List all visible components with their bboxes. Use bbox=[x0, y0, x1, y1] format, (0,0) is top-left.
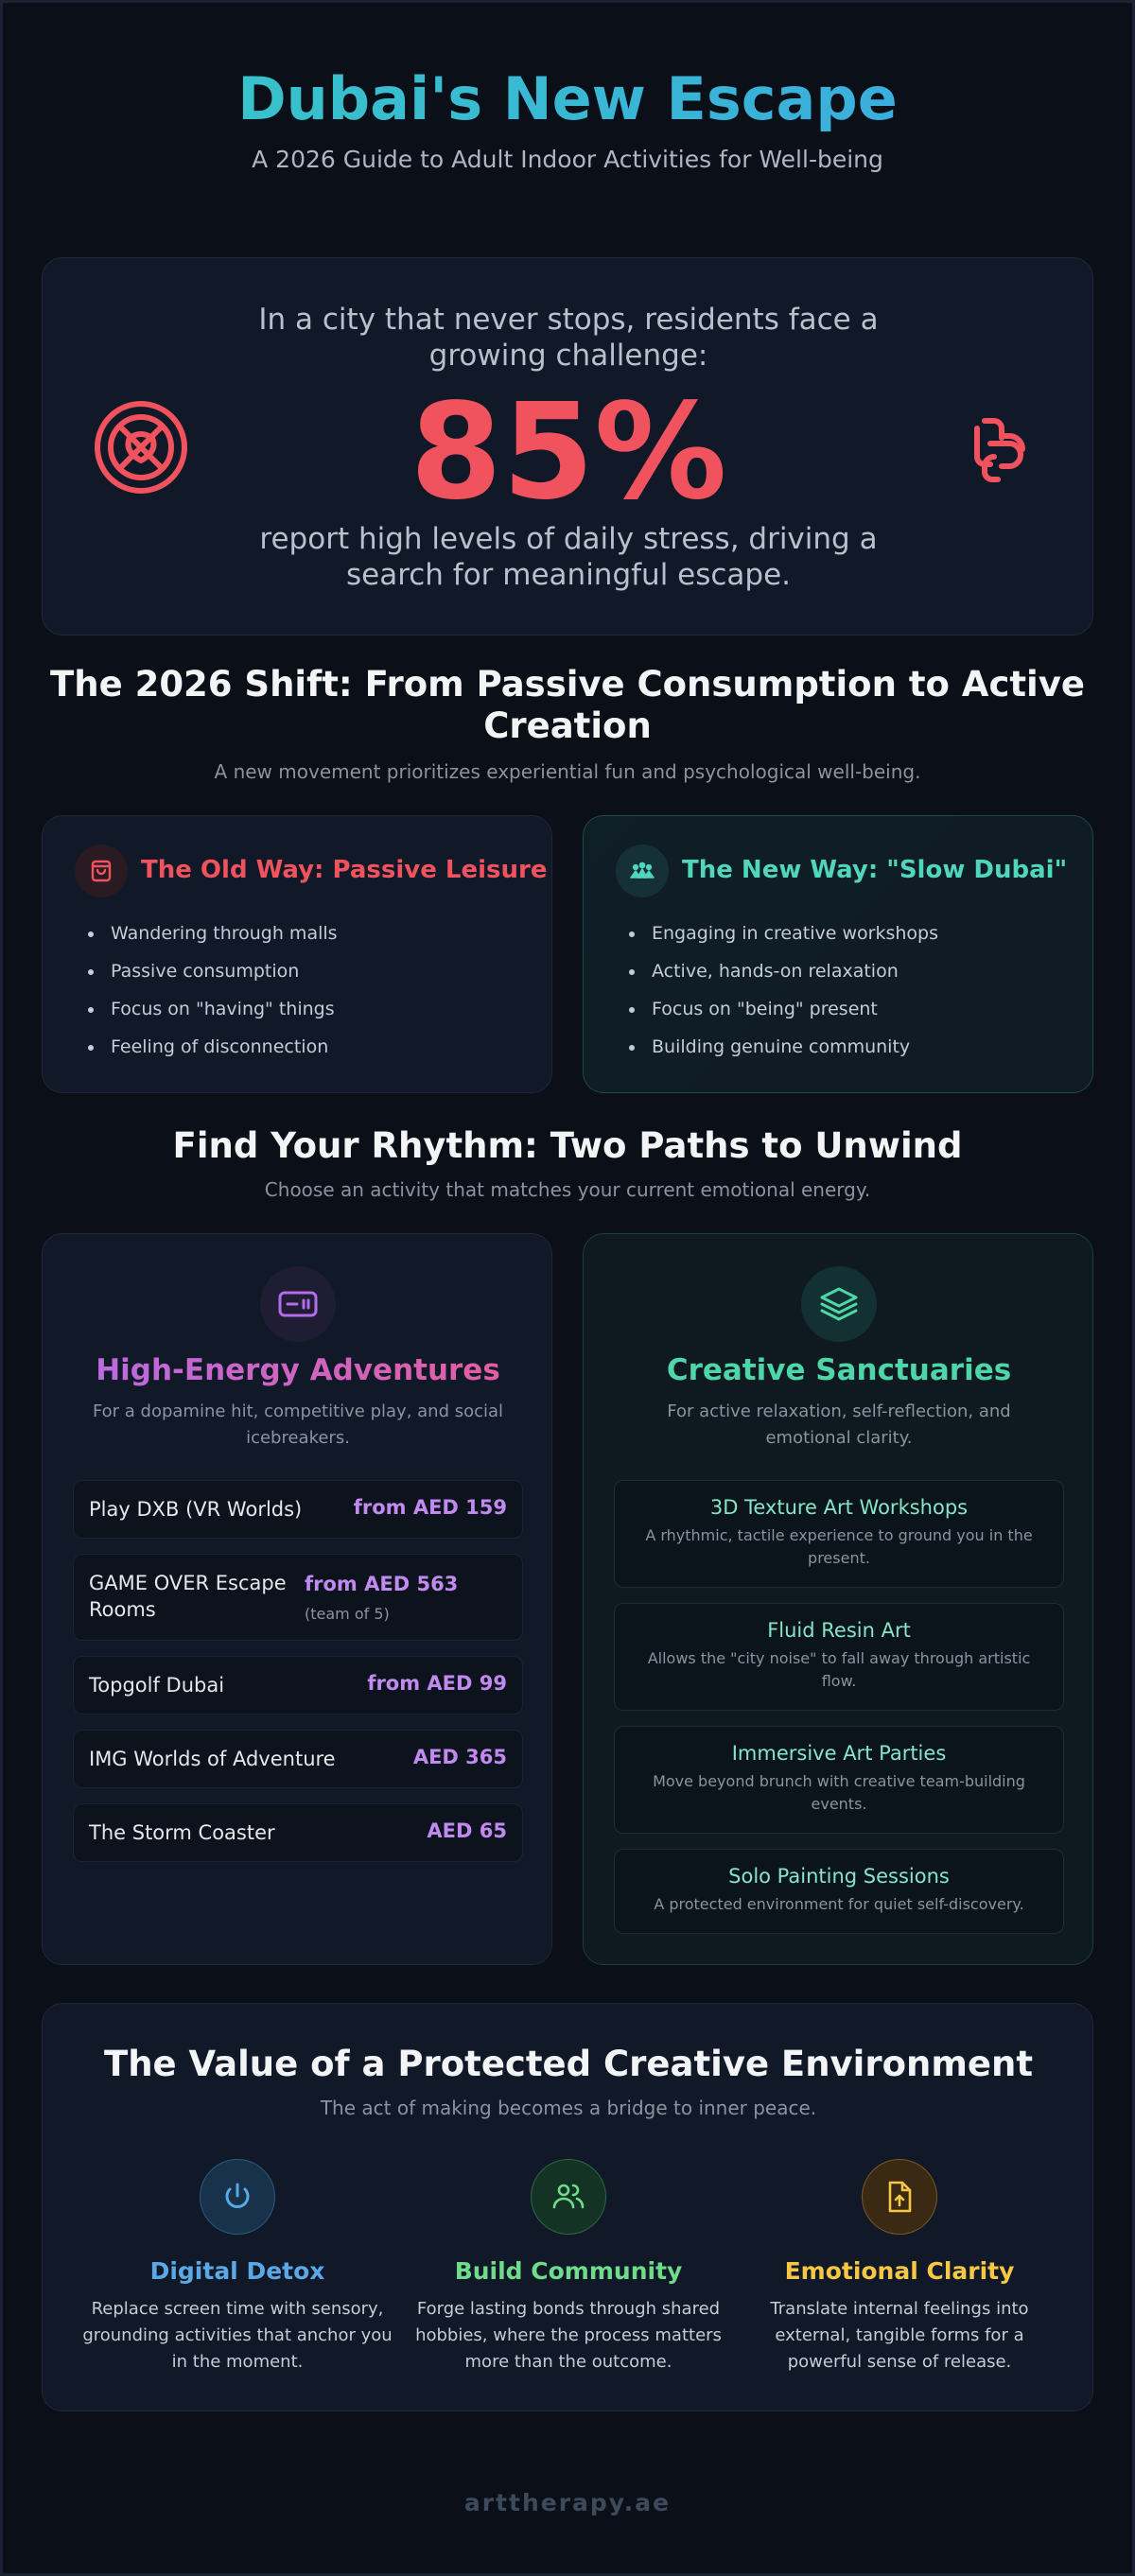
sanctuary-item bbox=[614, 1849, 1064, 1934]
high-energy-icon-badge bbox=[260, 1266, 336, 1342]
list-item: Wandering through malls bbox=[88, 920, 338, 958]
activity-price bbox=[367, 1672, 507, 1695]
sanctuary-name: Solo Painting Sessions bbox=[728, 1865, 950, 1888]
new-way-list bbox=[629, 920, 938, 1071]
high-energy-card bbox=[42, 1233, 552, 1965]
file-upload-icon bbox=[883, 2179, 916, 2215]
value-heading: Build Community bbox=[454, 2257, 683, 2285]
value-icon-badge bbox=[531, 2159, 606, 2235]
old-way-heading: The Old Way: Passive Leisure bbox=[141, 856, 548, 884]
activity-price bbox=[305, 1570, 507, 1628]
activity-price-value: from AED 563 bbox=[305, 1573, 459, 1595]
activity-name: GAME OVER Escape Rooms bbox=[89, 1572, 287, 1621]
value-section-subtitle: The act of making becomes a bridge to inner peace. bbox=[320, 2097, 817, 2119]
sanctuary-item bbox=[614, 1480, 1064, 1588]
activity-name: Topgolf Dubai bbox=[89, 1674, 225, 1697]
people-group-icon bbox=[628, 857, 656, 885]
list-item: Feeling of disconnection bbox=[88, 1034, 338, 1071]
value-description: Translate internal feelings into external, tangible forms for a powerful sense of release. bbox=[770, 2299, 1029, 2372]
list-item: Focus on "being" present bbox=[629, 996, 938, 1034]
activity-price bbox=[427, 1819, 507, 1842]
stress-stat-card bbox=[42, 257, 1093, 635]
sanctuary-description: A rhythmic, tactile experience to ground you in the present. bbox=[645, 1526, 1033, 1567]
creative-icon-badge bbox=[801, 1266, 877, 1342]
old-way-list bbox=[88, 920, 338, 1071]
list-item: Passive consumption bbox=[88, 958, 338, 996]
activity-price-value: AED 65 bbox=[427, 1819, 507, 1842]
shopping-bag-icon bbox=[88, 858, 114, 884]
high-energy-description: For a dopamine hit, competitive play, and social icebreakers. bbox=[92, 1401, 504, 1448]
new-way-heading: The New Way: "Slow Dubai" bbox=[682, 856, 1068, 884]
sanctuary-description: Allows the "city noise" to fall away through artistic flow. bbox=[647, 1649, 1031, 1690]
list-item: Engaging in creative workshops bbox=[629, 920, 938, 958]
shift-section-subtitle: A new movement prioritizes experiential fun and psychological well-being. bbox=[214, 760, 921, 783]
footer-brand[interactable]: arttherapy.ae bbox=[463, 2489, 672, 2516]
sanctuary-item bbox=[614, 1603, 1064, 1711]
creative-description: For active relaxation, self-reflection, and emotional clarity. bbox=[667, 1401, 1011, 1448]
activity-price bbox=[354, 1496, 507, 1519]
value-description: Forge lasting bonds through shared hobbies, where the process matters more than the outcome. bbox=[415, 2299, 722, 2372]
value-description: Replace screen time with sensory, grounding activities that anchor you in the moment. bbox=[82, 2299, 393, 2372]
activity-row bbox=[73, 1480, 523, 1539]
list-item: Active, hands-on relaxation bbox=[629, 958, 938, 996]
activity-row bbox=[73, 1656, 523, 1714]
value-item-digital-detox bbox=[77, 2159, 398, 2376]
value-icon-badge bbox=[862, 2159, 937, 2235]
shift-section-title: The 2026 Shift: From Passive Consumption to Active Creation bbox=[50, 664, 1085, 746]
users-icon bbox=[550, 2179, 586, 2215]
stat-outro-text: report high levels of daily stress, driving a search for meaningful escape. bbox=[259, 522, 878, 592]
power-icon bbox=[220, 2180, 254, 2214]
activity-price-value: AED 365 bbox=[412, 1746, 507, 1768]
activity-name: Play DXB (VR Worlds) bbox=[89, 1498, 303, 1521]
activity-row bbox=[73, 1730, 523, 1788]
sanctuary-name: Immersive Art Parties bbox=[731, 1742, 947, 1765]
high-energy-heading: High-Energy Adventures bbox=[43, 1353, 553, 1387]
link-chain-icon bbox=[952, 409, 1032, 489]
sanctuary-name: Fluid Resin Art bbox=[767, 1619, 911, 1642]
page-header bbox=[0, 62, 1135, 173]
activity-price-value: from AED 159 bbox=[353, 1496, 507, 1519]
value-heading: Digital Detox bbox=[149, 2257, 325, 2285]
stat-intro-text: In a city that never stops, residents face a growing challenge: bbox=[258, 303, 879, 373]
new-way-icon-badge bbox=[616, 844, 669, 897]
sanctuary-description: Move beyond brunch with creative team-building events. bbox=[653, 1772, 1025, 1813]
paths-section-subtitle: Choose an activity that matches your current emotional energy. bbox=[264, 1178, 871, 1201]
list-item: Building genuine community bbox=[629, 1034, 938, 1071]
paths-section-title: Find Your Rhythm: Two Paths to Unwind bbox=[172, 1125, 963, 1166]
value-heading: Emotional Clarity bbox=[784, 2257, 1015, 2285]
layers-icon bbox=[818, 1283, 860, 1325]
sanctuary-name: 3D Texture Art Workshops bbox=[709, 1496, 969, 1519]
activity-price-note: (team of 5) bbox=[305, 1605, 390, 1623]
new-way-card bbox=[583, 815, 1093, 1093]
old-way-card bbox=[42, 815, 552, 1093]
creative-sanctuaries-card bbox=[583, 1233, 1093, 1965]
value-card bbox=[42, 2003, 1093, 2411]
list-item: Focus on "having" things bbox=[88, 996, 338, 1034]
stat-value: 85% bbox=[410, 375, 727, 530]
sanctuary-item bbox=[614, 1726, 1064, 1834]
activity-price-value: from AED 99 bbox=[367, 1672, 507, 1695]
activity-row bbox=[73, 1554, 523, 1641]
value-item-emotional-clarity bbox=[739, 2159, 1060, 2376]
creative-heading: Creative Sanctuaries bbox=[666, 1353, 1012, 1387]
activity-row bbox=[73, 1803, 523, 1862]
old-way-icon-badge bbox=[75, 844, 128, 897]
gamepad-icon bbox=[277, 1290, 319, 1318]
value-section-title: The Value of a Protected Creative Environment bbox=[103, 2044, 1034, 2084]
activity-name: IMG Worlds of Adventure bbox=[89, 1748, 336, 1770]
page-subtitle: A 2026 Guide to Adult Indoor Activities for Well-being bbox=[252, 146, 883, 173]
activity-price bbox=[413, 1746, 507, 1768]
sanctuary-description: A protected environment for quiet self-discovery. bbox=[654, 1895, 1024, 1913]
value-icon-badge bbox=[200, 2159, 275, 2235]
activity-name: The Storm Coaster bbox=[89, 1821, 275, 1844]
value-item-build-community bbox=[408, 2159, 729, 2376]
page-title: Dubai's New Escape bbox=[0, 62, 1135, 136]
